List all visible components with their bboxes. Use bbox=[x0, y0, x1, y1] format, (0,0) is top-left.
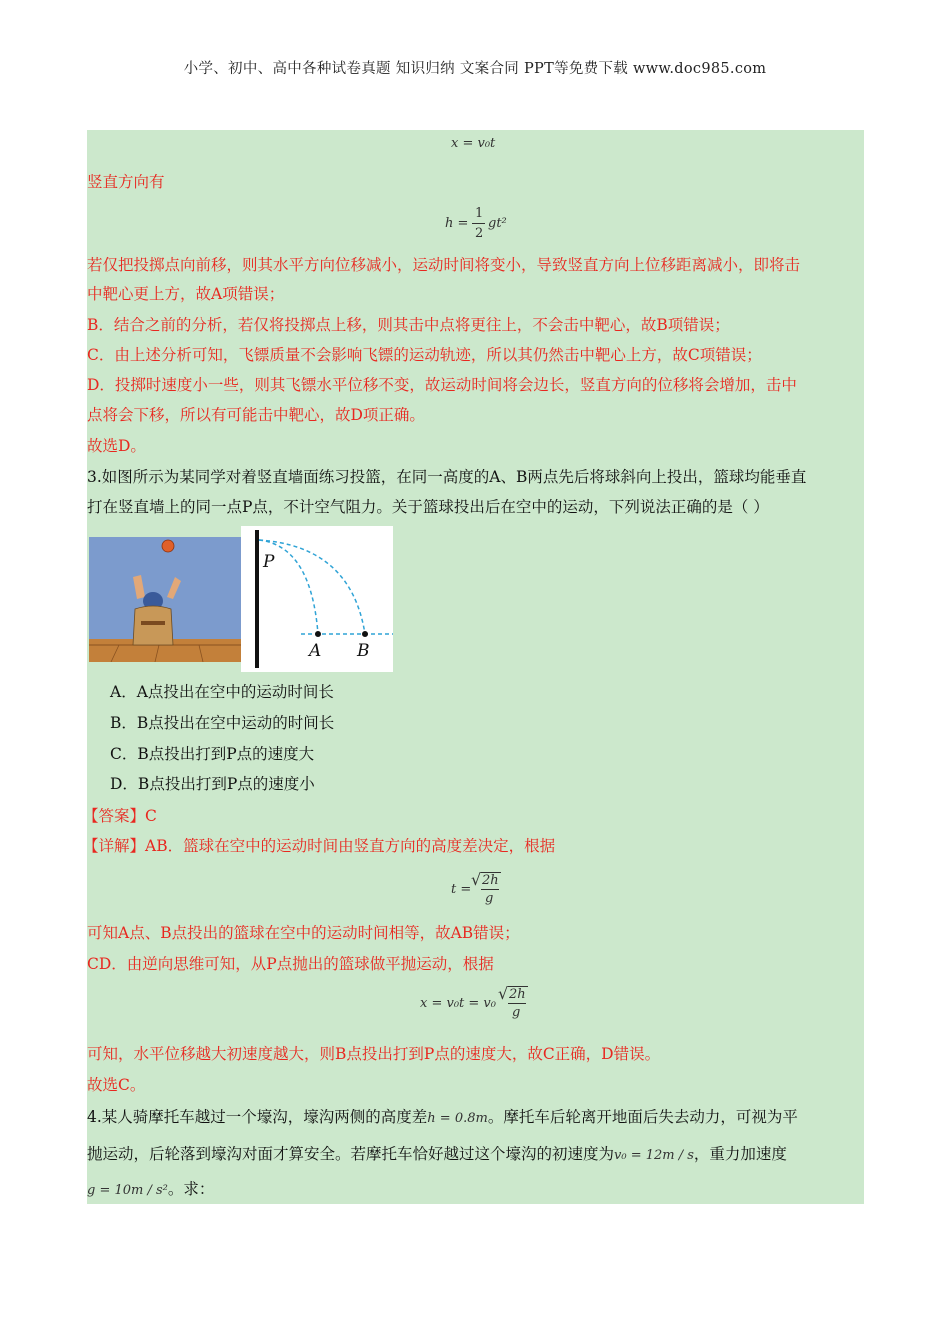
q4-line-1b: 。摩托车后轮离开地面后失去动力，可视为平 bbox=[487, 1108, 798, 1126]
formula-x-lhs: x = v₀t = v₀ bbox=[420, 996, 496, 1011]
fraction-bar-x bbox=[508, 1003, 526, 1004]
q3-choice: 故选C。 bbox=[87, 1076, 146, 1094]
q4-v0-value: v₀ = 12m / s bbox=[614, 1148, 694, 1163]
point-a bbox=[315, 631, 321, 637]
prev-line-3: B．结合之前的分析，若仅将投掷点上移，则其击中点将更往上，不会击中靶心，故B项错误； bbox=[87, 316, 730, 334]
prev-line-4: C．由上述分析可知，飞镖质量不会影响飞镖的运动轨迹，所以其仍然击中靶心上方，故C项错误； bbox=[87, 346, 762, 364]
q4-line-2a: 抛运动，后轮落到壕沟对面才算安全。若摩托车恰好越过这个壕沟的初速度为 bbox=[87, 1145, 615, 1163]
fraction-bar-t bbox=[481, 889, 499, 890]
q3-stem-2: 打在竖直墙上的同一点P点，不计空气阻力。关于篮球投出后在空中的运动，下列说法正确的是（ ） bbox=[87, 498, 769, 516]
q4-line-1 bbox=[87, 1107, 798, 1129]
q3-option-a[interactable]: A．A点投出在空中的运动时间长 bbox=[110, 683, 334, 701]
q3-option-c[interactable]: C．B点投出打到P点的速度大 bbox=[110, 745, 315, 763]
q4-line-2b: ，重力加速度 bbox=[693, 1145, 787, 1163]
formula-h-rhs: gt² bbox=[488, 216, 507, 231]
q3-option-b[interactable]: B．B点投出在空中运动的时间长 bbox=[110, 714, 335, 732]
formula-h-num: 1 bbox=[475, 206, 484, 221]
q3-detail-3: CD．由逆向思维可知，从P点抛出的篮球做平抛运动，根据 bbox=[87, 955, 494, 973]
q3-detail-4: 可知，水平位移越大初速度越大，则B点投出打到P点的速度大，故C正确，D错误。 bbox=[87, 1045, 661, 1063]
fraction-bar bbox=[472, 223, 485, 224]
formula-x-v0t: x = v₀t bbox=[451, 136, 496, 151]
q4-h-value: h = 0.8m bbox=[427, 1111, 488, 1126]
vertical-label: 竖直方向有 bbox=[87, 173, 165, 191]
formula-t-num: 2h bbox=[482, 873, 499, 888]
q3-answer: 【答案】C bbox=[83, 807, 157, 825]
formula-x-den: g bbox=[512, 1005, 521, 1020]
q4-line-3 bbox=[87, 1179, 214, 1201]
formula-x-num: 2h bbox=[509, 987, 526, 1002]
prev-line-5: D．投掷时速度小一些，则其飞镖水平位移不变，故运动时间将会边长，竖直方向的位移将会增加，击中 bbox=[87, 376, 797, 394]
q4-line-1a: 4.某人骑摩托车越过一个壕沟，壕沟两侧的高度差 bbox=[87, 1108, 428, 1126]
formula-t-lhs: t = bbox=[451, 882, 472, 897]
prev-choice: 故选D。 bbox=[87, 437, 146, 455]
basketball-player-illustration bbox=[89, 537, 241, 662]
q3-stem-1: 3.如图所示为某同学对着竖直墙面练习投篮，在同一高度的A、B两点先后将球斜向上投出，篮球均能垂直 bbox=[87, 468, 807, 486]
q4-line-2 bbox=[87, 1144, 787, 1166]
q3-detail-1: 【详解】AB．篮球在空中的运动时间由竖直方向的高度差决定，根据 bbox=[83, 837, 556, 855]
point-b bbox=[362, 631, 368, 637]
q3-detail-2: 可知A点、B点投出的篮球在空中的运动时间相等，故AB错误； bbox=[87, 924, 520, 942]
prev-line-1: 若仅把投掷点向前移，则其水平方向位移减小，运动时间将变小，导致竖直方向上位移距离减小，即将击 bbox=[87, 256, 801, 274]
formula-t-den: g bbox=[485, 891, 494, 906]
prev-line-6: 点将会下移，所以有可能击中靶心，故D项正确。 bbox=[87, 406, 425, 424]
sqrt-sign: √ bbox=[471, 870, 482, 889]
q4-line-3b: 。求： bbox=[167, 1180, 215, 1198]
sqrt-sign-x: √ bbox=[498, 984, 509, 1003]
formula-h-den: 2 bbox=[475, 226, 484, 241]
label-p: P bbox=[263, 552, 275, 572]
label-b: B bbox=[357, 641, 370, 661]
content-panel bbox=[83, 130, 864, 1020]
prev-line-2: 中靶心更上方，故A项错误； bbox=[87, 285, 285, 303]
q3-option-d[interactable]: D．B点投出打到P点的速度小 bbox=[110, 775, 315, 793]
q4-g-value: g = 10m / s² bbox=[87, 1183, 168, 1198]
q4-panel bbox=[87, 1105, 864, 1204]
label-a: A bbox=[309, 641, 322, 661]
formula-h-lhs: h = bbox=[445, 216, 469, 231]
page-header: 小学、初中、高中各种试卷真题 知识归纳 文案合同 PPT等免费下载 www.doc985.com bbox=[183, 61, 767, 77]
